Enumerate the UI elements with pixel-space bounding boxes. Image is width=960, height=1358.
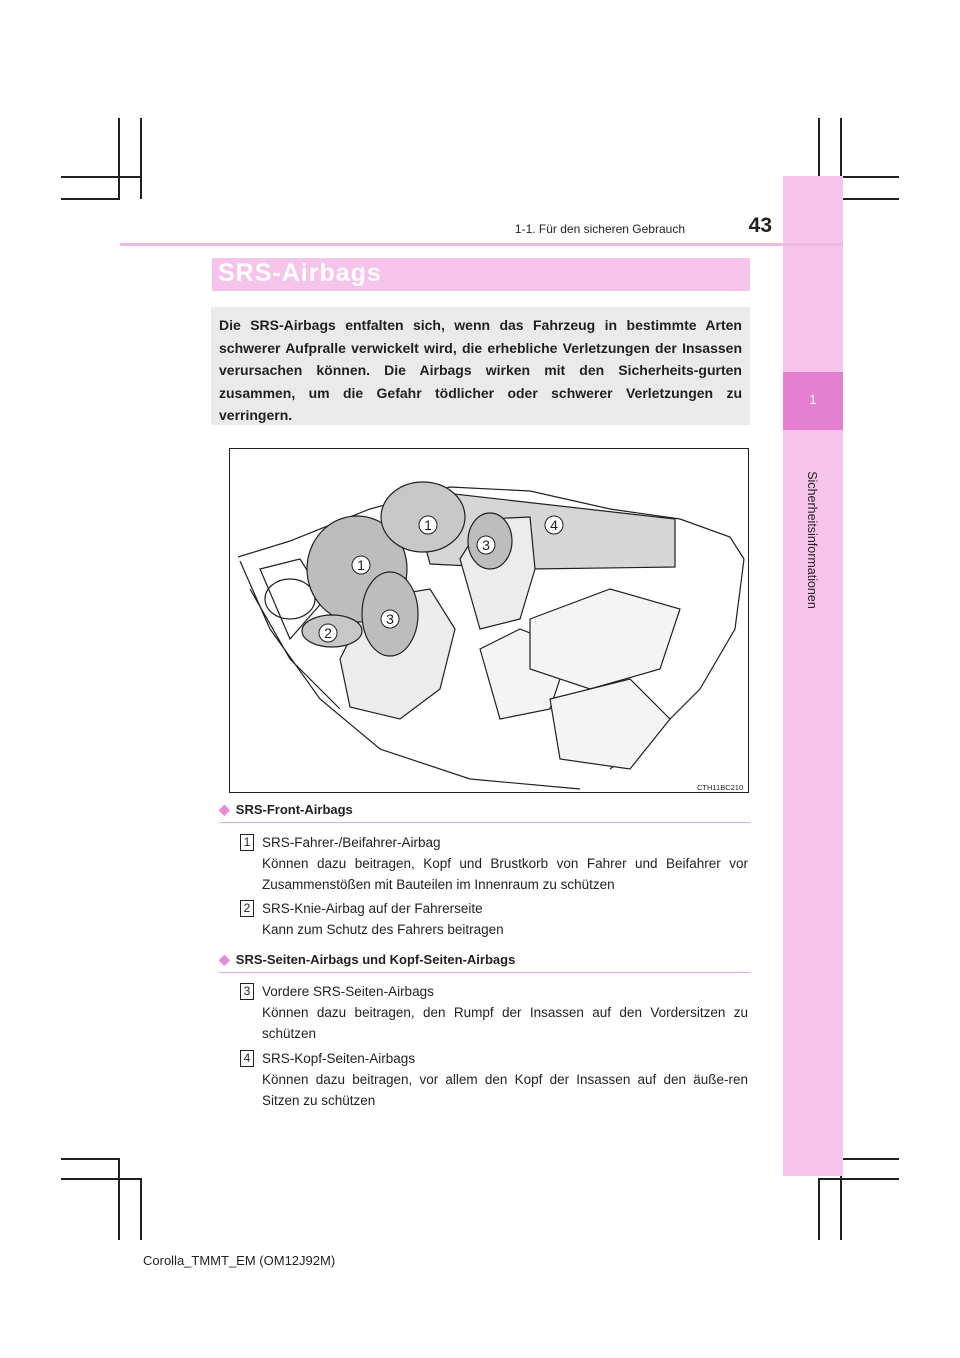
item-title: SRS-Fahrer-/Beifahrer-Airbag <box>262 835 441 850</box>
crop-mark <box>140 1178 142 1240</box>
callout-3-front: 3 <box>386 611 394 627</box>
item-title: SRS-Kopf-Seiten-Airbags <box>262 1051 416 1066</box>
document-footer: Corolla_TMMT_EM (OM12J92M) <box>143 1253 336 1268</box>
car-interior-drawing <box>230 449 748 792</box>
item-description: Kann zum Schutz des Fahrers beitragen <box>262 922 504 937</box>
page-number: 43 <box>748 214 772 237</box>
airbag-illustration <box>229 448 749 793</box>
item-title: Vordere SRS-Seiten-Airbags <box>262 984 434 999</box>
item-number-badge: 2 <box>240 900 254 917</box>
crop-mark <box>140 118 142 199</box>
item-number-badge: 1 <box>240 834 254 851</box>
callout-1-driver: 1 <box>357 557 365 573</box>
section-heading-text: SRS-Front-Airbags <box>235 802 353 817</box>
crop-mark <box>840 1158 899 1160</box>
item-description: Können dazu beitragen, Kopf und Brustkorb von Fahrer und Beifahrer vor Zusammenstößen mit Bauteilen im Innenraum zu schützen <box>262 856 748 892</box>
crop-mark <box>61 1158 120 1160</box>
crop-mark <box>118 118 120 199</box>
section-heading-text: SRS-Seiten-Airbags und Kopf-Seiten-Airbags <box>235 952 516 967</box>
header-rule <box>120 243 843 246</box>
item-title: SRS-Knie-Airbag auf der Fahrerseite <box>262 901 483 916</box>
item-number-badge: 3 <box>240 983 254 1000</box>
section-rule <box>219 972 750 973</box>
callout-3-rear: 3 <box>482 537 490 553</box>
crop-mark <box>61 198 120 200</box>
side-tab <box>783 176 843 1176</box>
diamond-icon: ◆ <box>219 951 230 967</box>
section-rule <box>219 822 750 823</box>
item-description: Können dazu beitragen, vor allem den Kopf der Insassen auf den äuße-ren Sitzen zu schützen <box>262 1072 748 1108</box>
diamond-icon: ◆ <box>219 801 230 817</box>
callout-1-passenger: 1 <box>424 517 432 533</box>
item-description: Können dazu beitragen, den Rumpf der Insassen auf den Vordersitzen zu schützen <box>262 1005 748 1041</box>
section-heading-front-airbags <box>219 801 353 818</box>
crop-mark <box>818 1178 899 1180</box>
crop-mark <box>61 1178 142 1180</box>
crop-mark <box>840 198 899 200</box>
chapter-heading: 1-1. Für den sicheren Gebrauch <box>514 222 685 236</box>
crop-mark <box>61 176 142 178</box>
crop-mark <box>818 1178 820 1240</box>
callout-2: 2 <box>324 625 332 641</box>
crop-mark <box>118 1158 120 1240</box>
figure-code: CTH11BC210 <box>697 783 744 792</box>
intro-text: Die SRS-Airbags entfalten sich, wenn das Fahrzeug in bestimmte Arten schwerer Aufpralle verwickelt wird, die erhebliche Verletzungen der Insassen verursachen können. Die Airbags wirken mit den Sicherheits-gurten zusammen, um die Gefahr tödlicher oder schwerer Verletzungen zu verringern. <box>219 317 742 424</box>
callout-4: 4 <box>550 517 558 533</box>
side-tab-number: 1 <box>809 392 817 407</box>
side-tab-label: Sicherheitsinformationen <box>805 471 819 609</box>
page-title: SRS-Airbags <box>218 259 382 287</box>
section-heading-side-airbags <box>219 951 515 968</box>
item-number-badge: 4 <box>240 1050 254 1067</box>
